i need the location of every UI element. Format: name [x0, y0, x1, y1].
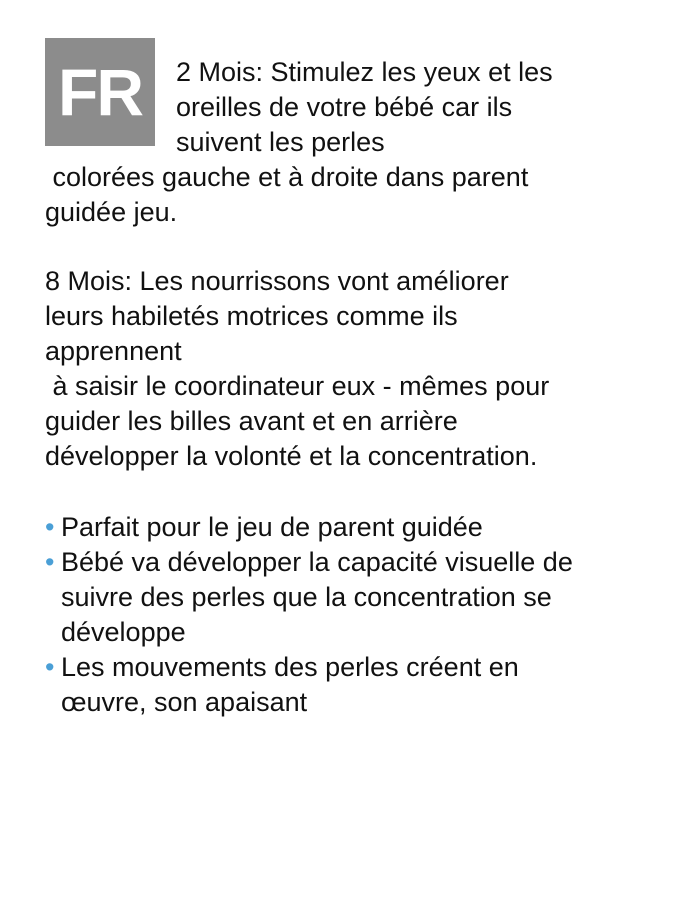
bullet-text-line: développe [61, 617, 186, 647]
bullet-item-visual-ability [45, 545, 573, 650]
text-line: guidée jeu. [45, 197, 178, 227]
text-line: développer la volonté et la concentration. [45, 441, 538, 471]
feature-bullet-list [45, 510, 573, 720]
bullet-text-line: Les mouvements des perles créent en [61, 652, 519, 682]
language-badge-fr: FR [45, 38, 155, 146]
bullet-text-line: suivre des perles que la concentration se [61, 582, 552, 612]
bullet-text-line: Bébé va développer la capacité visuelle de [61, 547, 573, 577]
bullet-dot-icon: • [45, 547, 55, 577]
bullet-item-soothing-sound [45, 650, 573, 720]
paragraph-8-months [45, 264, 549, 474]
paragraph-2-months-intro [176, 55, 553, 160]
bullet-text-line: œuvre, son apaisant [61, 687, 308, 717]
bullet-text-line: Parfait pour le jeu de parent guidée [61, 512, 483, 542]
bullet-dot-icon: • [45, 652, 55, 682]
bullet-item-parent-guided-play [45, 510, 573, 545]
paragraph-2-months-continued [45, 160, 528, 230]
bullet-dot-icon: • [45, 512, 55, 542]
text-line: 2 Mois: Stimulez les yeux et les [176, 57, 553, 87]
text-line: oreilles de votre bébé car ils [176, 92, 513, 122]
text-line: colorées gauche et à droite dans parent [45, 162, 529, 192]
text-line: guider les billes avant et en arrière [45, 406, 458, 436]
text-line: apprennent [45, 336, 182, 366]
text-line: suivent les perles [176, 127, 385, 157]
text-line: leurs habiletés motrices comme ils [45, 301, 458, 331]
text-line: 8 Mois: Les nourrissons vont améliorer [45, 266, 509, 296]
text-line: à saisir le coordinateur eux - mêmes pour [45, 371, 550, 401]
